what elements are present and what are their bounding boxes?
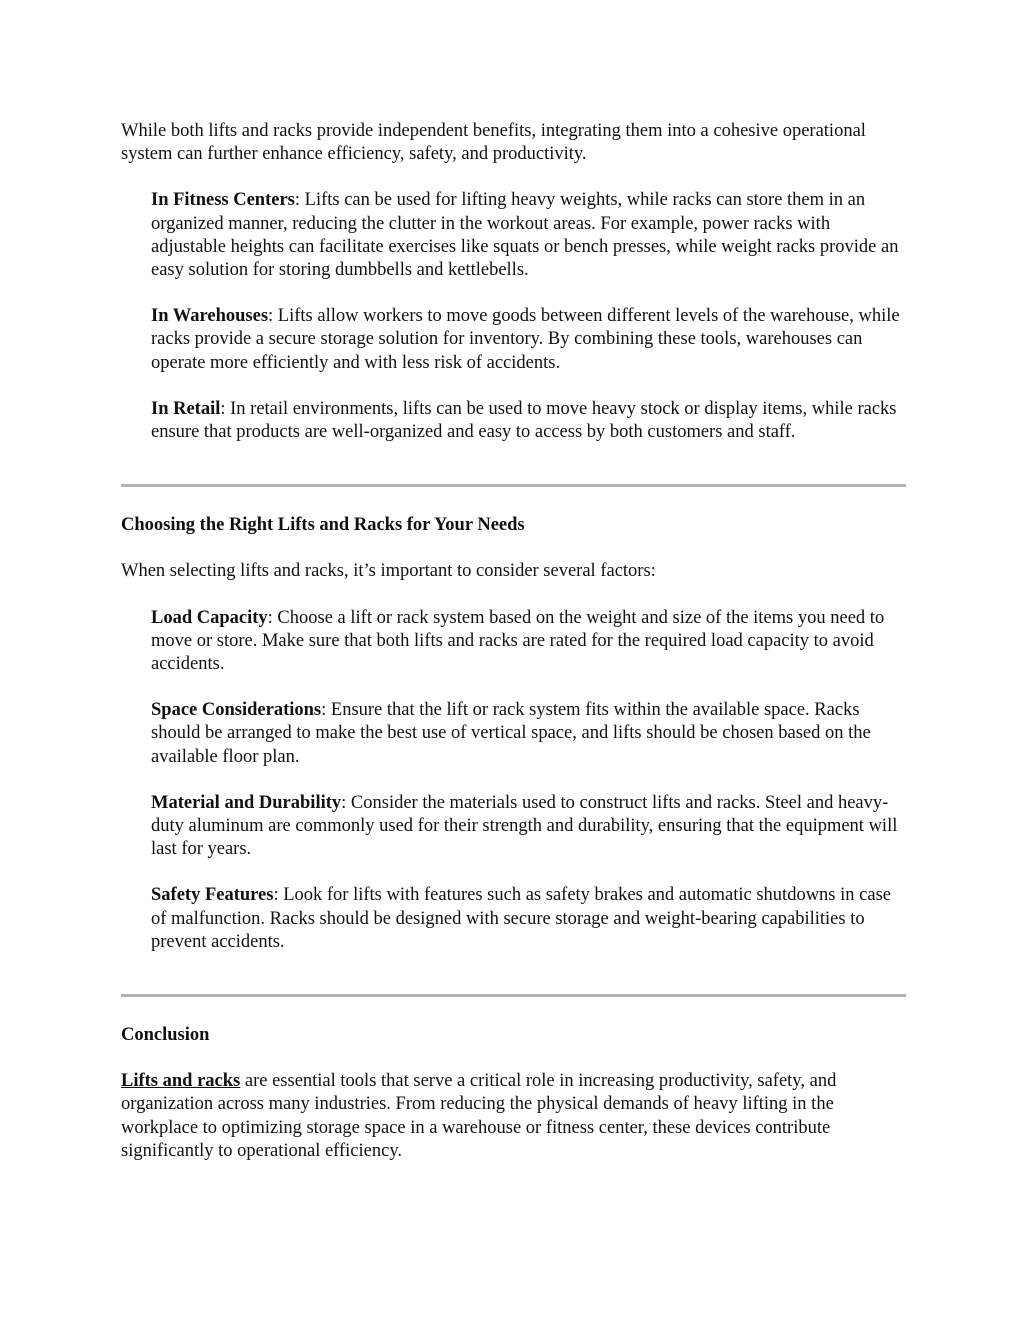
choosing-heading: Choosing the Right Lifts and Racks for Your Needs: [121, 515, 525, 536]
factor-text: : Consider the materials used to construct lifts and racks. Steel and heavy-duty aluminum are commonly used for their strength and durability, ensuring that the equipment will last for years.: [151, 792, 898, 860]
use-term: In Fitness Centers: [151, 190, 295, 211]
factor-load-capacity: [151, 607, 906, 677]
section-divider: [121, 994, 906, 997]
lifts-and-racks-link[interactable]: Lifts and racks: [121, 1071, 241, 1092]
use-text: : Lifts allow workers to move goods between different levels of the warehouse, while racks provide a secure storage solution for inventory. By combining these tools, warehouses can operate more efficiently and with less risk of accidents.: [151, 306, 900, 373]
factor-term: Material and Durability: [151, 792, 342, 813]
conclusion-heading: Conclusion: [121, 1025, 210, 1046]
use-retail: [151, 398, 906, 444]
conclusion-paragraph: [121, 1070, 906, 1163]
factor-safety-features: [151, 884, 906, 954]
choosing-lead: When selecting lifts and racks, it’s important to consider several factors:: [121, 561, 656, 582]
factor-space-considerations: [151, 699, 906, 769]
document-page: [121, 120, 906, 1163]
factor-term: Load Capacity: [151, 607, 268, 628]
use-text: : In retail environments, lifts can be used to move heavy stock or display items, while racks ensure that products are well-organized and easy to access by both customers and staff.: [151, 398, 897, 443]
intro-paragraph: While both lifts and racks provide independent benefits, integrating them into a cohesive operational system can further enhance efficiency, safety, and productivity.: [121, 121, 866, 165]
factor-text: : Ensure that the lift or rack system fits within the available space. Racks should be arranged to make the best use of vertical space, and lifts should be chosen based on the available floor plan.: [151, 700, 871, 767]
conclusion-text: are essential tools that serve a critical role in increasing productivity, safety, and organization across many industries. From reducing the physical demands of heavy lifting in the workplace to optimizing storage space in a warehouse or fitness center, these devices contribute significantly to operational efficiency.: [121, 1071, 837, 1161]
factor-term: Space Considerations: [151, 700, 322, 721]
use-term: In Warehouses: [151, 306, 269, 327]
use-term: In Retail: [151, 398, 221, 419]
factor-term: Safety Features: [151, 885, 274, 906]
factor-material-durability: [151, 792, 906, 862]
use-text: : Lifts can be used for lifting heavy weights, while racks can store them in an organized manner, reducing the clutter in the workout areas. For example, power racks with adjustable heights can facilitate exercises like squats or bench presses, while weight racks provide an easy solution for storing dumbbells and kettlebells.: [151, 190, 899, 281]
section-divider: [121, 484, 906, 487]
factor-text: : Choose a lift or rack system based on the weight and size of the items you need to move or store. Make sure that both lifts and racks are rated for the required load capacity to avoid accidents.: [151, 607, 885, 675]
use-fitness-centers: [151, 189, 906, 282]
use-warehouses: [151, 305, 906, 375]
factor-text: : Look for lifts with features such as safety brakes and automatic shutdowns in case of malfunction. Racks should be designed with secure storage and weight-bearing capabilities to prevent accidents.: [151, 885, 891, 952]
